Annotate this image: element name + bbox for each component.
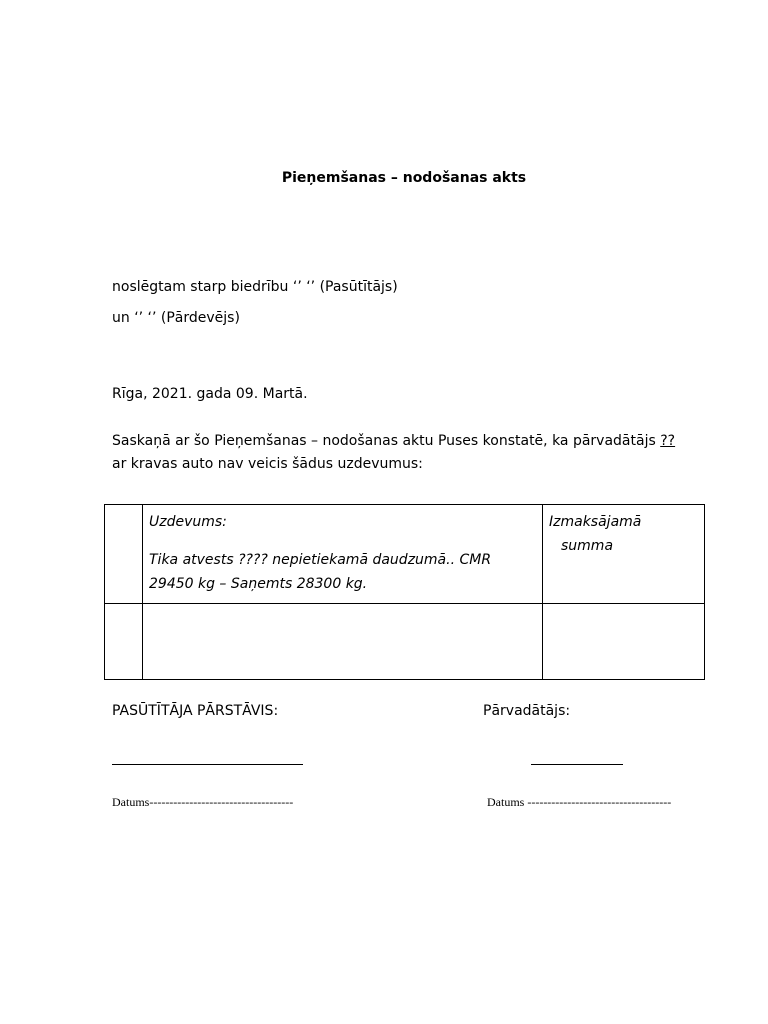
customer-representative-label: PASŪTĪTĀJA PĀRSTĀVIS: [112, 703, 279, 719]
task-header: Uzdevums: [149, 514, 227, 530]
parties-line-1: noslēgtam starp biedrību ‘’ ‘’ (Pasūtītājs) [112, 279, 398, 295]
task-cell [143, 604, 543, 680]
parties-line-2: un ‘’ ‘’ (Pārdevējs) [112, 310, 240, 326]
task-line-2: 29450 kg – Saņemts 28300 kg. [149, 576, 368, 592]
carrier-date: Datums ------------------------------------ [487, 795, 672, 809]
document-title: Pieņemšanas – nodošanas akts [281, 170, 527, 186]
table-row [105, 505, 705, 604]
row-number-cell [105, 604, 143, 680]
customer-signature-line [112, 764, 303, 765]
task-line-1: Tika atvests ???? nepietiekamā daudzumā.. CMR [149, 552, 492, 568]
carrier-signature-line [531, 764, 623, 765]
task-cell [143, 505, 543, 604]
amount-header-line-1: Izmaksājamā [549, 514, 642, 530]
amount-cell [543, 604, 705, 680]
row-number-cell [105, 505, 143, 604]
tasks-table [104, 504, 705, 680]
statement-text: Saskaņā ar šo Pieņemšanas – nodošanas aktu Puses konstatē, ka pārvadātājs [112, 433, 661, 449]
statement-line-2: ar kravas auto nav veicis šādus uzdevumus: [112, 456, 423, 472]
amount-header-line-2: summa [561, 538, 614, 554]
table-row [105, 604, 705, 680]
amount-cell [543, 505, 705, 604]
carrier-placeholder: ?? [660, 433, 676, 449]
carrier-label: Pārvadātājs: [483, 703, 571, 719]
place-date: Rīga, 2021. gada 09. Martā. [112, 386, 308, 402]
customer-date: Datums------------------------------------ [112, 795, 294, 809]
statement-line-1 [112, 433, 675, 449]
